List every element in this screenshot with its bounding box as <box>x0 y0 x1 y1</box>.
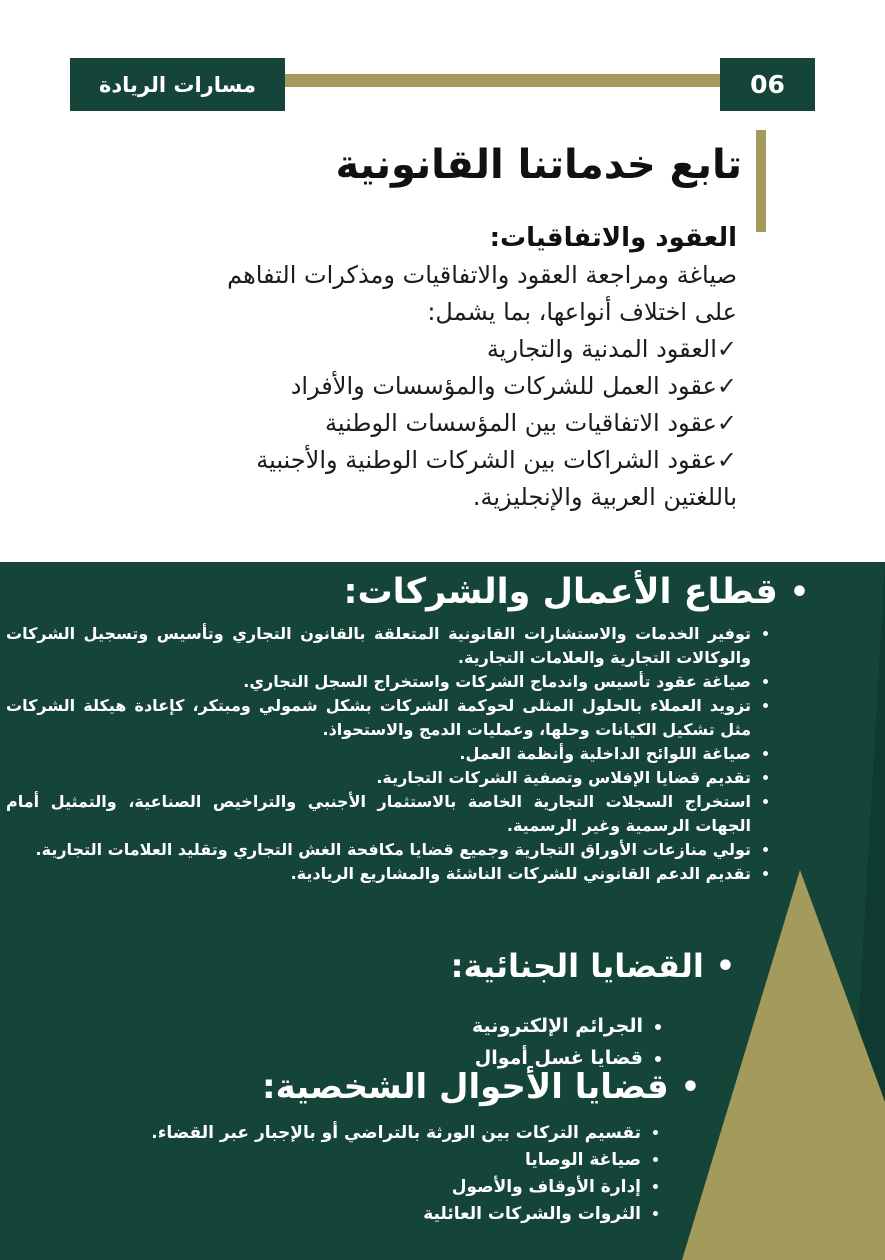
list-item <box>97 479 737 516</box>
list-item: • توفير الخدمات والاستشارات القانونية المتعلقة بالقانون التجاري وتأسيس وتسجيل الشركات والوكالات التجارية والعلامات التجارية. <box>6 622 751 670</box>
personal-heading: • قضايا الأحوال الشخصية: <box>262 1067 700 1107</box>
criminal-list <box>243 1010 665 1074</box>
list-item: ✓العقود المدنية والتجارية <box>486 335 737 363</box>
contracts-intro-line-2: على اختلاف أنواعها، بما يشمل: <box>427 298 737 326</box>
list-item: • تقسيم التركات بين الورثة بالتراضي أو بالإجبار عبر القضاء. <box>121 1120 641 1147</box>
list-item: • إدارة الأوقاف والأصول <box>121 1174 641 1201</box>
list-item: • صياغة اللوائح الداخلية وأنظمة العمل. <box>6 742 751 766</box>
list-item: • استخراج السجلات التجارية الخاصة بالاستثمار الأجنبي والتراخيص الصناعية، والتمثيل أمام الجهات الرسمية وغير الرسمية. <box>6 790 751 838</box>
list-item: ✓عقود العمل للشركات والمؤسسات والأفراد <box>290 372 737 400</box>
list-item: • صياغة عقود تأسيس واندماج الشركات واستخراج السجل التجاري. <box>6 670 751 694</box>
contracts-section <box>97 223 737 516</box>
list-item: • تزويد العملاء بالحلول المثلى لحوكمة الشركات بشكل شمولي ومبتكر، كإعادة هيكلة الشركات مثل تشكيل الكيانات وحلها، وعمليات الدمج والاستحواذ. <box>6 694 751 742</box>
business-list <box>6 622 773 886</box>
contracts-intro <box>97 257 737 331</box>
list-item: • تقديم قضايا الإفلاس وتصفية الشركات التجارية. <box>6 766 751 790</box>
list-item: • الثروات والشركات العائلية <box>121 1201 641 1228</box>
bullet-icon: • <box>789 574 809 610</box>
list-item: • قضايا غسل أموال <box>243 1042 643 1074</box>
list-item: ✓عقود الشراكات بين الشركات الوطنية والأجنبية <box>256 446 737 474</box>
contracts-closing: باللغتين العربية والإنجليزية. <box>472 483 737 511</box>
services-panel <box>0 562 885 1260</box>
personal-list <box>121 1120 663 1228</box>
contracts-list <box>97 331 737 516</box>
page-title: تابع خدماتنا القانونية <box>335 142 742 188</box>
page-number: 06 <box>750 70 785 99</box>
section-label-box <box>70 58 285 111</box>
page-number-box <box>720 58 815 111</box>
contracts-intro-line-1: صياغة ومراجعة العقود والاتفاقيات ومذكرات التفاهم <box>227 261 737 289</box>
title-accent-bar <box>756 130 766 232</box>
business-heading: • قطاع الأعمال والشركات: <box>343 572 809 612</box>
bullet-icon: • <box>715 948 735 984</box>
list-item: • تقديم الدعم القانوني للشركات الناشئة والمشاريع الريادية. <box>6 862 751 886</box>
checkmark-icon: ✓ <box>716 409 737 437</box>
header-gold-line <box>285 74 720 87</box>
contracts-heading: العقود والاتفاقيات: <box>489 223 737 253</box>
checkmark-icon: ✓ <box>716 372 737 400</box>
bullet-icon: • <box>680 1069 700 1105</box>
list-item: • الجرائم الإلكترونية <box>243 1010 643 1042</box>
checkmark-icon: ✓ <box>716 335 737 363</box>
checkmark-icon: ✓ <box>716 446 737 474</box>
section-label: مسارات الريادة <box>98 72 257 97</box>
list-item: • تولي منازعات الأوراق التجارية وجميع قضايا مكافحة الغش التجاري وتقليد العلامات التجارية. <box>6 838 751 862</box>
list-item: ✓عقود الاتفاقيات بين المؤسسات الوطنية <box>325 409 737 437</box>
criminal-heading: • القضايا الجنائية: <box>450 947 735 985</box>
list-item: • صياغة الوصايا <box>121 1147 641 1174</box>
